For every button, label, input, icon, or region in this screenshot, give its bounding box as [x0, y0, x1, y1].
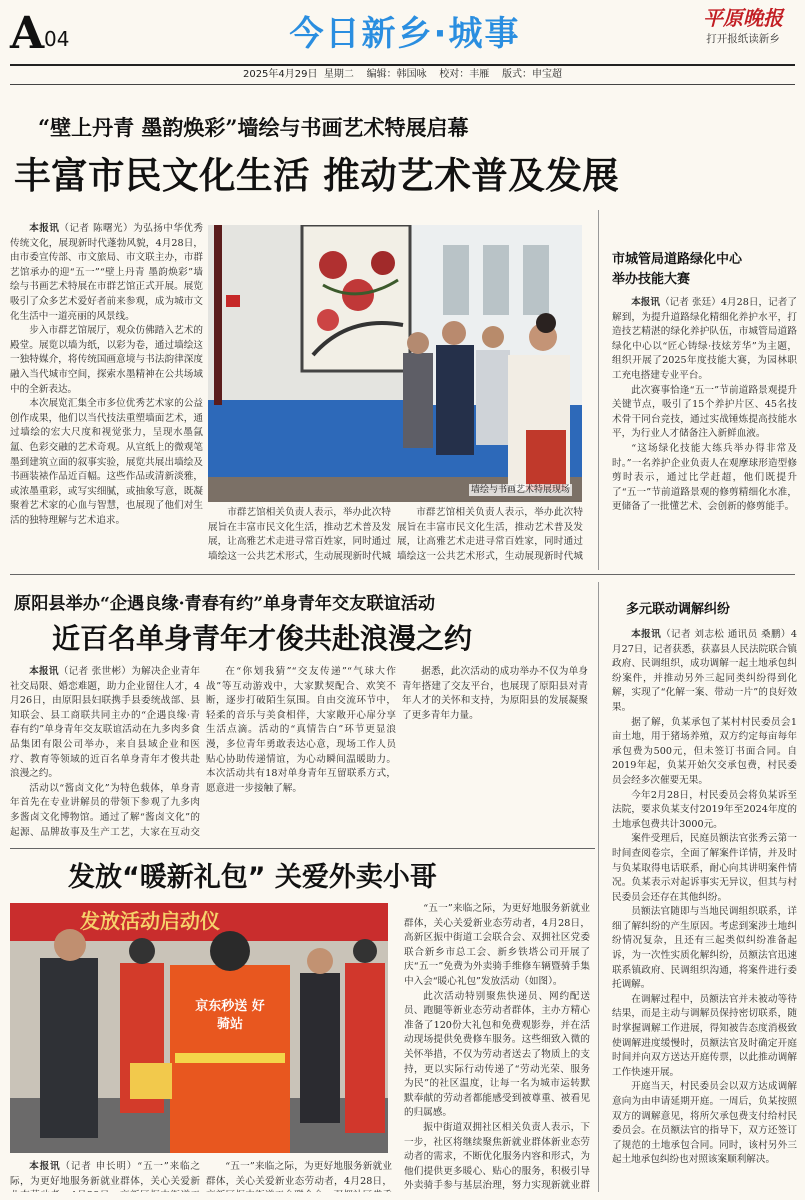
story2-column-1 — [10, 665, 200, 840]
side1-title-line1: 市城管局道路绿化中心 — [612, 252, 743, 267]
side1-byline: （记者 张廷） — [660, 297, 721, 308]
masthead-rule — [10, 64, 795, 66]
story2-p3: 在“你划我猜”“交友传递”“气球大作战”等互动游戏中，大家默契配合、欢笑不断，逐步打破陌生氛围。自由交流环节中，轻柔的音乐与美食相伴，大家敞开心扉分享生活点滴。活动的“真情告白”环节更显浪漫，多位青年勇敢表达心意，现场工作人员贴心协助传递情谊，为心动瞬间温暖助力。本次活动共有18对单身青年互留联系方式，愿意进一步接触了解。 — [206, 666, 396, 794]
story1-column-1 — [10, 222, 203, 560]
brand-logo: 平原晚报 — [703, 6, 783, 30]
side1-lead-paragraph — [612, 296, 797, 384]
story3-banner-text: 发放活动启动仪 — [80, 909, 220, 933]
side1-title — [612, 250, 797, 290]
story3-byline: （记者 申长明） — [60, 1161, 138, 1172]
side1-p1: 4月28日，记者了解到，为提升道路绿化精细化养护水平，打造技艺精湛的绿化养护队伍，市城管局道路绿化中心以“匠心铸绿·技炫芳华”为主题，组织开展了2025年度技能大赛，为园林职工充电搭建专业平台。 — [612, 297, 797, 381]
story1-headline: 丰富市民文化生活 推动艺术普及发展 — [14, 154, 620, 197]
side2-body — [612, 628, 797, 1192]
story2-lead-paragraph — [10, 665, 200, 782]
story1-p1: 为弘扬中华优秀传统文化，展现新时代蓬勃风貌，4月28日，由市委宣传部、市文旅局、市文联主办，市群艺馆承办的迎“五一”“壁上丹青 墨韵焕彩”墙绘与书画艺术特展在市群艺馆正式开展。展览吸引了众多艺术爱好者前来参观，成为城市文化生活中一道亮丽的风景线。 — [10, 223, 203, 322]
story3-lead-paragraph — [10, 1160, 200, 1192]
side2-title: 多元联动调解纠纷 — [626, 602, 731, 617]
story1-column-2 — [208, 506, 391, 564]
masthead-rule-2 — [10, 84, 795, 85]
story3-column-1 — [10, 1160, 200, 1192]
story3-headline: 发放“暖新礼包” 关爱外卖小哥 — [68, 862, 437, 893]
section-divider-1 — [10, 574, 795, 575]
side2-lead-paragraph — [612, 628, 797, 716]
section-title: 今日新乡·城事 — [289, 14, 521, 54]
side1-title-line2: 举办技能大赛 — [612, 272, 691, 287]
story2-headline: 近百名单身青年才俊共赴浪漫之约 — [52, 622, 473, 655]
side2-p5: 员额法官随即与当地民调组织联系，详细了解纠纷的产生原因。考虑到案涉土地纠纷情况复杂，且还有三起类似纠纷准备起诉，为一次性实质化解纠纷，员额法官迅速联系镇政府、民调组织沟通，将案件进行委托调解。 — [612, 906, 797, 991]
story3-photo — [10, 903, 388, 1153]
story1-photo — [208, 225, 582, 502]
story3-p1-continued: “五一”来临之际，为更好地服务新就业群体，关心关爱新业态劳动者，4月28日， — [206, 1161, 392, 1187]
story3-p3: 振中街道双拥社区相关负责人表示，下一步，社区将继续聚焦新就业群体新业态劳动者的需求，不断优化服务内容和形式，为他们提供更多暖心、贴心的服务，积极引导外卖骑手参与基层治理，努力实现新就业群 — [404, 1121, 590, 1192]
column-divider-2 — [598, 582, 599, 1192]
side2-lead-label: 本报讯 — [631, 629, 662, 640]
story2-column-2 — [206, 665, 396, 840]
story2-lead-label: 本报讯 — [29, 666, 59, 677]
story3-lead-label: 本报讯 — [29, 1161, 61, 1172]
side2-p1: 4月27日，记者获悉，获嘉县人民法院联合镇政府、民调组织，成功调解一起土地承包纠纷案件，并推动另外三起同类纠纷得到化解，实现了“化解一案、带动一片”的良好效果。 — [612, 629, 797, 713]
page-number: 04 — [44, 27, 70, 51]
story1-p2: 步入市群艺馆展厅，观众仿佛踏入艺术的殿堂。展览以墙为纸，以彩为卷，通过墙绘这一独特媒介，将传统国画意境与书法韵律深度融入当代城市空间，探索水墨精神在公共场域中的全新表达。 — [10, 325, 203, 395]
page-letter: A — [10, 8, 45, 59]
masthead — [0, 0, 805, 90]
story2-byline: （记者 张世彬） — [58, 666, 132, 677]
story2-kicker: 原阳县举办“企遇良缘·青春有约”单身青年交友联谊活动 — [14, 594, 436, 614]
side2-p3: 今年2月28日，村民委员会将负某诉至法院，要求负某支付2019年至2024年度的土地承包费共计3000元。 — [612, 789, 797, 830]
side2-byline: （记者 刘志松 通讯员 桑鹏） — [661, 629, 791, 640]
story1-byline: （记者 陈曙光） — [59, 223, 134, 234]
story1-lead-label: 本报讯 — [29, 223, 60, 234]
story1-p3: 本次展览汇集全市多位优秀艺术家的公益创作成果，他们以当代技法重塑墙面艺术，通过墙绘的宏大尺度和视觉张力，呈现水墨氤氲、色彩交融的艺术奇观。从宣纸上的微观笔墨到建筑立面的叙事实验，展览共展出墙绘及书画装裱作品近百幅。这些作品或清新淡雅，或浓墨重彩，或写实细腻，或抽象写意，既凝聚着艺术家的心血与智慧，也展现了他们对生活的独特理解与艺术追求。 — [10, 398, 203, 526]
side1-body — [612, 296, 797, 552]
story3-p2: 此次活动特别聚焦快递员、网约配送员、跑腿等新业态劳动者群体，主办方精心准备了120份大礼包和免费观影券，并在活动现场提供免费修车服务。这些细致入微的关怀举措，不仅为劳动者送去了物质上的支持，更以实际行动传递了“劳动光荣、服务为民”的社区温度，让每一名为城市运转默默奉献的劳动者都能感受到被尊重、被看见的归属感。 — [404, 990, 590, 1119]
story3-vest-text: 京东秒送 好骑站 — [195, 999, 265, 1032]
exhibition-scene-image — [208, 225, 582, 502]
story1-p4: 市群艺馆相关负责人表示，举办此次特展旨在丰富市民文化生活，推动艺术普及发展，让高雅艺术走进寻常百姓家，同时通过墙绘这一公共艺术形式，生动展现新时代城 — [208, 507, 391, 562]
story3-column-2 — [404, 902, 590, 1194]
brand-slogan: 打开报纸读新乡 — [706, 33, 780, 45]
story1-kicker: “壁上丹青 墨韵焕彩”墙绘与书画艺术特展启幕 — [38, 115, 469, 140]
story2-p1: 为解决企业青年社交局限、婚恋难题，助力企业留住人才，4月26日，由原阳县妇联携手县委统战部、县知联会、县工商联共同主办的“企遇良缘·青春有约”单身青年交友联谊活动在九多肉多食品集团有限公司举办，来自县域企业和医疗、教育等领域的近百名单身青年才俊共赴浪漫之约。 — [10, 666, 200, 780]
section-divider-2 — [10, 848, 595, 849]
story2-p4: 据悉，此次活动的成功举办不仅为单身青年搭建了交友平台，也展现了原阳县对青年人才的关怀和支持，为原阳县的发展凝聚了更多青年力量。 — [402, 666, 588, 721]
story1-column-3 — [397, 506, 583, 564]
story3-column-1b — [206, 1160, 392, 1192]
story1-p4-continued: 市群艺馆相关负责人表示，举办此次特展旨在丰富市民文化生活，推动艺术普及发展，让高雅艺术走进寻常百姓家，同时通过墙绘这一公共艺术形式，生动展现新时代城 — [397, 507, 583, 562]
side1-p2: 此次赛事恰逢“五一”节前道路景观提升关键节点，吸引了15个养护片区、45名技术骨干同台竞技，通过实战锤炼提高技能水平，为行业人才储备注入新鲜血液。 — [612, 384, 797, 440]
story3-p1-start: “五一”来临之际，为更好地服务新就业群体，关心关爱新 — [10, 1161, 200, 1187]
side2-p4: 案件受理后，民庭员额法官张秀云第一时间查阅卷宗，全面了解案件详情，并及时与负某取得电话联系，耐心向其讲明案件情况。负某表示对起诉事实无异议，但其与村民委员会还存在其他纠纷。 — [612, 833, 797, 903]
story2-p2: 活动以“酱卤文化”为特色载体，单身青年首先在专业讲解员的带领下参观了九多肉多酱卤文化博物馆。通过了解“酱卤文化”的起源、品牌故事及生产工艺，大家在互动交 — [10, 782, 200, 838]
story1-photo-caption: 墙绘与书画艺术特展现场 — [470, 485, 570, 495]
side1-p3: “这场绿化技能大练兵举办得非常及时。”一名养护企业负责人在观摩球形造型修剪时表示，通过比学赶超，他们既提升了“五一”节前道路景观的修剪精细化水准，更储备了一批懂艺术、会创新的修剪能手。 — [612, 442, 797, 513]
story1-lead-paragraph — [10, 222, 203, 324]
side2-p7: 开庭当天，村民委员会以双方达成调解意向为由申请延期开庭。一周后，负某按照双方的调解意见，将所欠承包费支付给村民委员会。在员额法官的指导下，双方还签订了规范的土地承包合同。同时，该村另外三起土地承包纠纷也对照该案顺利解决。 — [612, 1081, 797, 1166]
side2-p6: 在调解过程中，员额法官并未被动等待结果，而是主动与调解员保持密切联系，随时掌握调解工作进展，得知被告态度消极致使调解进度缓慢时，员额法官及时确定开庭时间并向双方送达开庭传票，以此推动调解工作快速开展。 — [612, 993, 797, 1078]
side1-lead-label: 本报讯 — [631, 297, 661, 308]
side2-p2: 据了解，负某承包了某村村民委员会1亩土地，用于猪场养殖，双方约定每亩每年承包费为500元，但未签订书面合同。自2019年起，负某开始欠交承包费，村民委员会经多次催要无果。 — [612, 716, 797, 786]
column-divider-1 — [598, 210, 599, 570]
date-info-line: 2025年4月29日 星期二 编辑：韩国咏 校对：丰雁 版式：申宝超 — [242, 69, 563, 80]
story3-p1: “五一”来临之际，为更好地服务新就业群体，关心关爱新业态劳动者，4月28日，高新区振中街道工会联合会、双拥社区党委联合新乡市总工会、新乡铁塔公司开展了庆“五一”免费为外卖骑手维修车辆暨骑手集中入会“暖心礼包”发放活动（如图）。 — [404, 903, 590, 987]
story2-column-3 — [402, 665, 588, 840]
